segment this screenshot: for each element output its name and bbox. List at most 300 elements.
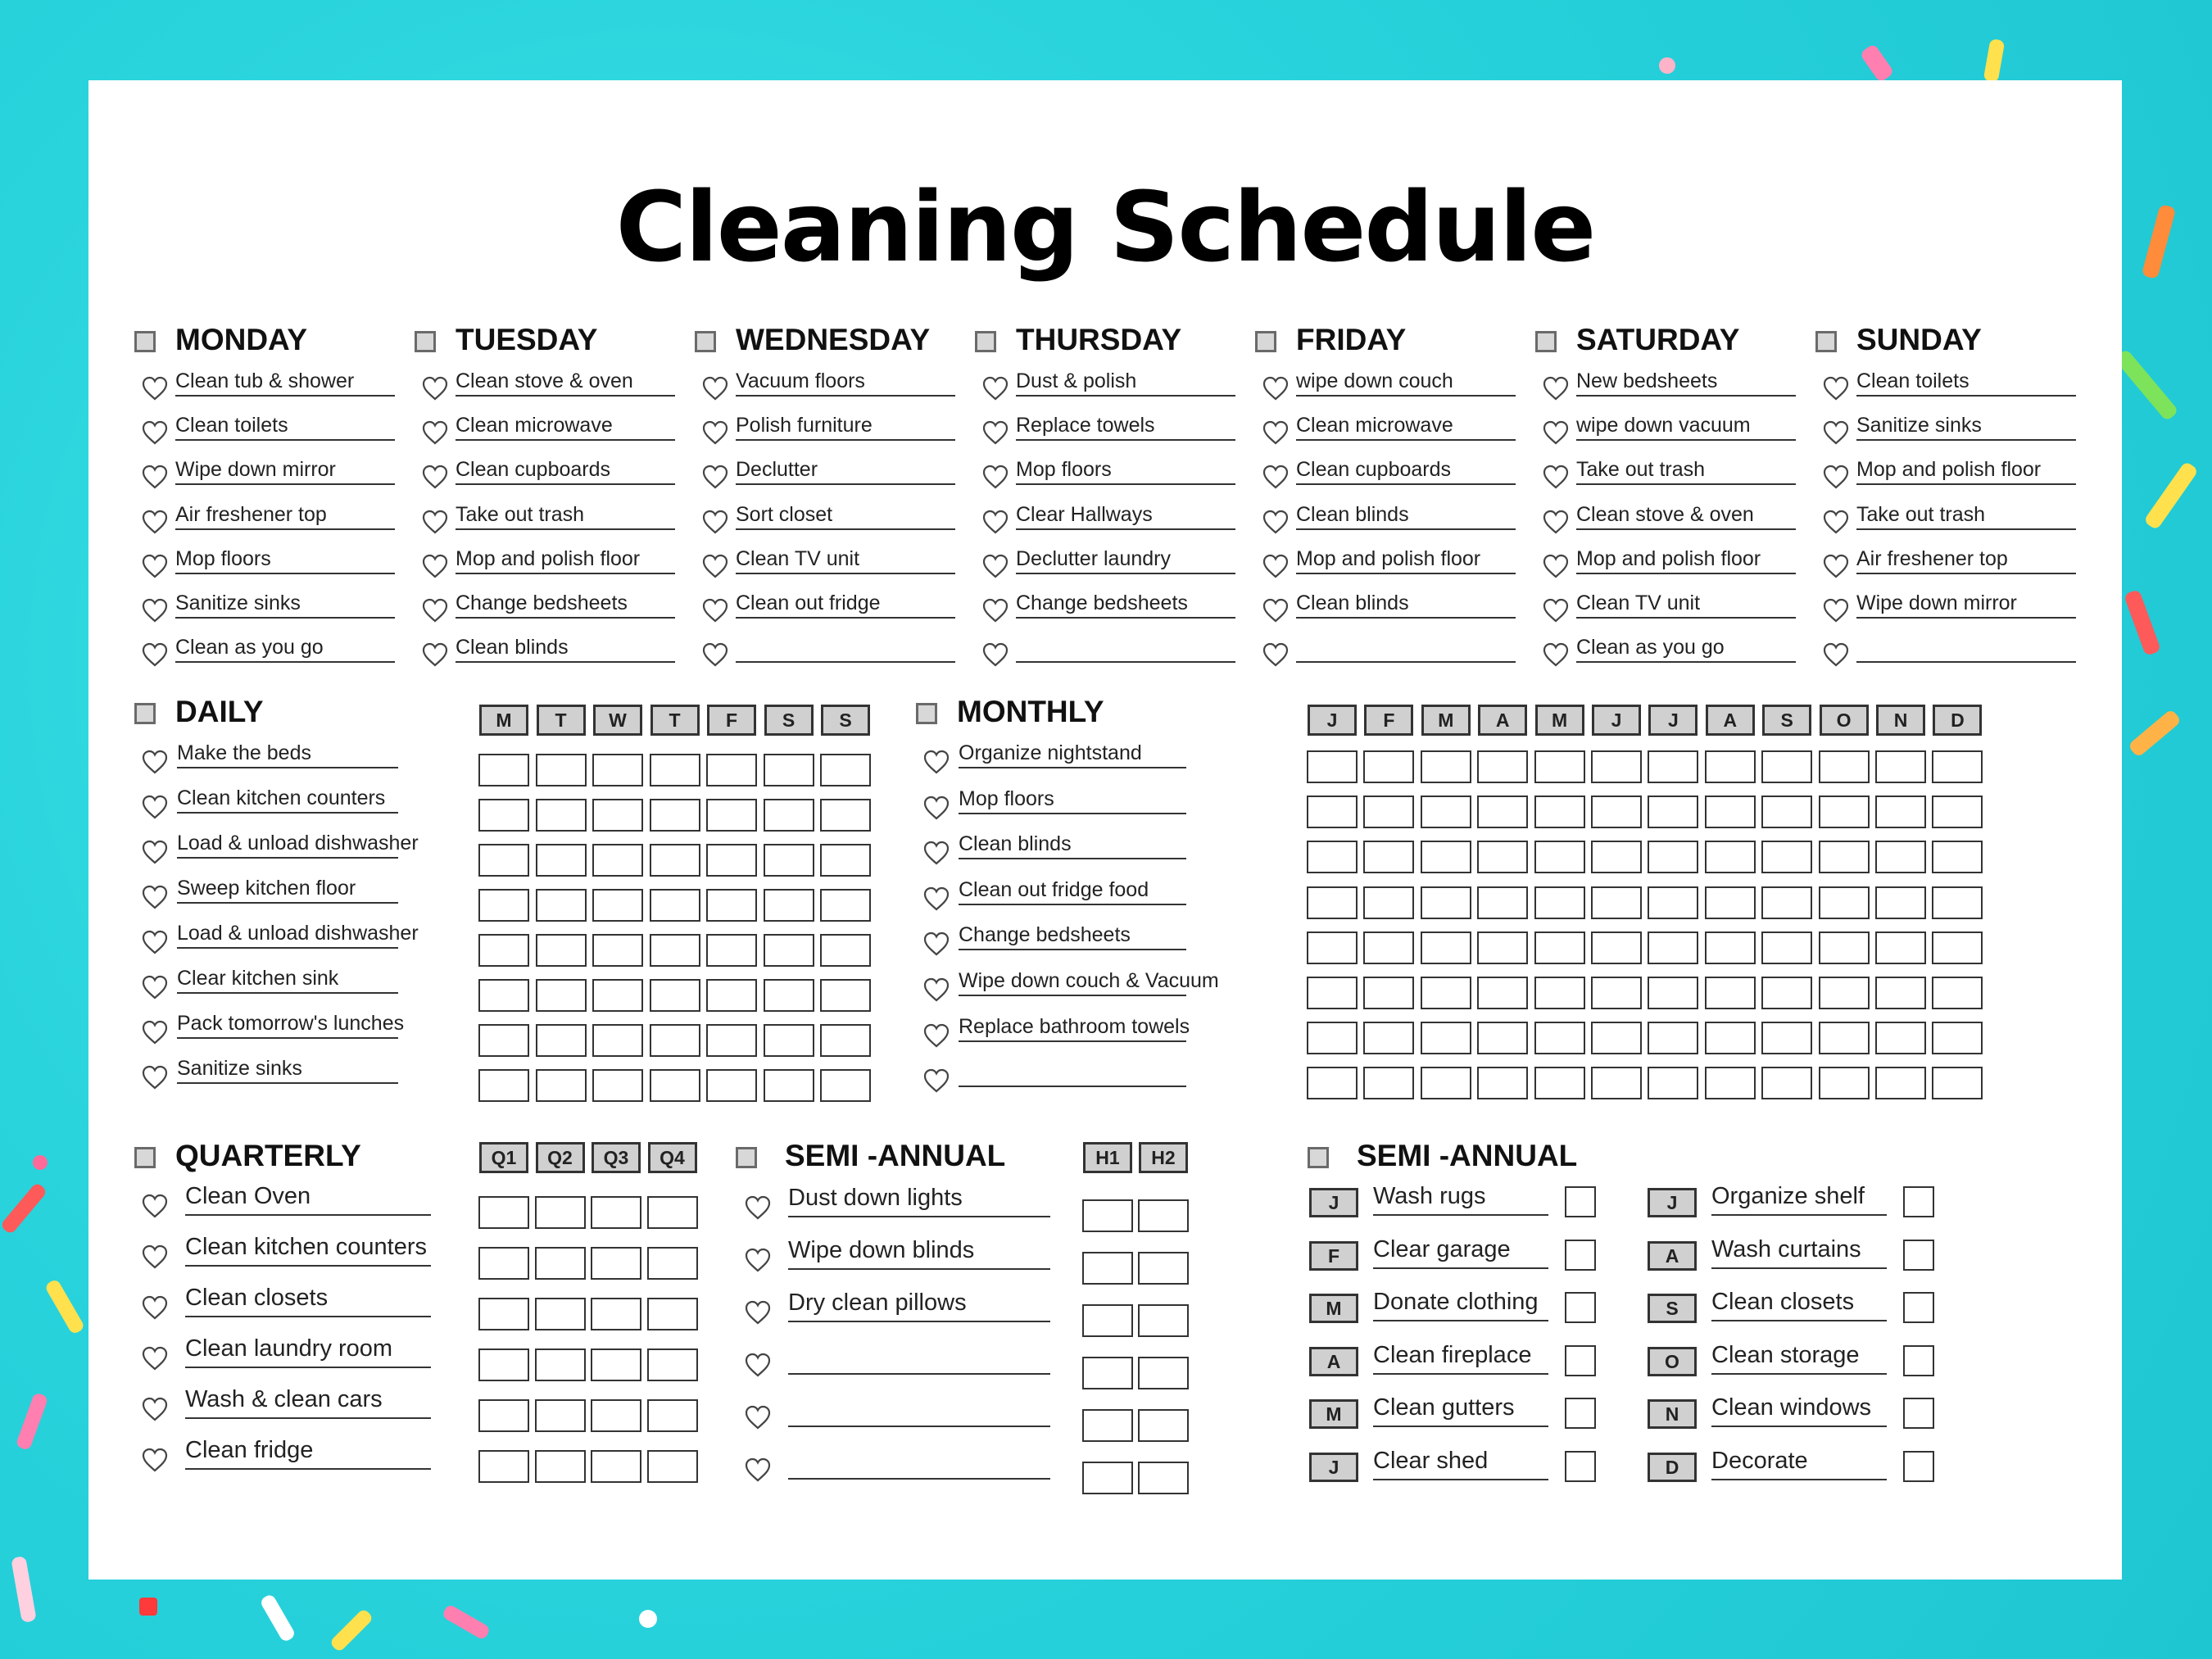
tracking-cell[interactable]	[1082, 1462, 1133, 1494]
tracking-cell[interactable]	[650, 799, 700, 832]
tracking-cell[interactable]	[1591, 977, 1642, 1009]
quarterly-title: QUARTERLY	[175, 1139, 361, 1172]
tracking-cell[interactable]	[706, 799, 757, 832]
tracking-cell[interactable]	[592, 979, 643, 1012]
tracking-cell[interactable]	[535, 1399, 586, 1432]
tracking-cell[interactable]	[1819, 1022, 1870, 1054]
month-tag: M	[1309, 1399, 1358, 1429]
monthly-checkbox[interactable]	[916, 703, 937, 724]
task-item: Mop floors	[175, 546, 395, 574]
task-item: Clean microwave	[1296, 413, 1516, 441]
task-item: Load & unload dishwasher	[177, 831, 398, 859]
task-item: Clean fireplace	[1373, 1340, 1548, 1375]
task-item: Change bedsheets	[959, 922, 1186, 950]
tracking-cell[interactable]	[650, 934, 700, 967]
tracking-cell[interactable]	[1138, 1252, 1189, 1285]
tracking-cell[interactable]	[478, 1069, 529, 1102]
tracking-cell[interactable]	[706, 889, 757, 922]
column-header: M	[1421, 705, 1471, 736]
column-header: A	[1706, 705, 1755, 736]
day-title-wednesday: WEDNESDAY	[736, 323, 931, 356]
tracking-cell[interactable]	[592, 799, 643, 832]
task-item: Sanitize sinks	[177, 1056, 398, 1084]
heart-icon	[141, 375, 169, 401]
tracking-cell[interactable]	[1705, 796, 1756, 828]
task-item: Replace bathroom towels	[959, 1014, 1186, 1042]
heart-icon	[141, 1064, 169, 1090]
task-item: Clean windows	[1711, 1393, 1887, 1427]
tracking-cell[interactable]	[478, 1024, 529, 1057]
tracking-cell[interactable]	[1591, 750, 1642, 783]
month-tag: F	[1309, 1241, 1358, 1271]
task-item: Take out trash	[456, 502, 675, 530]
tracking-cell[interactable]	[706, 934, 757, 967]
tracking-cell[interactable]	[592, 754, 643, 786]
tracking-cell[interactable]	[536, 1024, 587, 1057]
task-item: Clean blinds	[456, 635, 675, 663]
semi-annual-monthly-checkbox[interactable]	[1308, 1147, 1329, 1168]
tracking-cell[interactable]	[1534, 931, 1585, 964]
tracking-cell[interactable]	[706, 1069, 757, 1102]
day-checkbox-monday[interactable]	[134, 331, 156, 352]
tracking-cell[interactable]	[1082, 1409, 1133, 1442]
tracking-cell[interactable]	[1761, 1067, 1812, 1099]
tracking-cell[interactable]	[1932, 841, 1983, 873]
quarterly-checkbox[interactable]	[134, 1147, 156, 1168]
tracking-cell[interactable]	[1591, 931, 1642, 964]
done-checkbox[interactable]	[1565, 1292, 1596, 1323]
task-item: Clean kitchen counters	[185, 1232, 431, 1267]
heart-icon	[141, 1345, 169, 1371]
tracking-cell[interactable]	[1477, 796, 1528, 828]
tracking-cell[interactable]	[478, 1450, 529, 1483]
tracking-cell[interactable]	[820, 1024, 871, 1057]
tracking-cell[interactable]	[1138, 1199, 1189, 1232]
tracking-cell[interactable]	[591, 1399, 641, 1432]
tracking-cell[interactable]	[591, 1247, 641, 1280]
tracking-cell[interactable]	[536, 754, 587, 786]
heart-icon	[981, 509, 1009, 535]
tracking-cell[interactable]	[1875, 886, 1926, 919]
done-checkbox[interactable]	[1565, 1398, 1596, 1429]
done-checkbox[interactable]	[1903, 1398, 1934, 1429]
tracking-cell[interactable]	[820, 844, 871, 877]
tracking-cell[interactable]	[1875, 977, 1926, 1009]
done-checkbox[interactable]	[1903, 1451, 1934, 1482]
column-header: S	[1762, 705, 1811, 736]
tracking-cell[interactable]	[1421, 1067, 1471, 1099]
tracking-cell[interactable]	[478, 1298, 529, 1330]
daily-checkbox[interactable]	[134, 703, 156, 724]
tracking-cell[interactable]	[1138, 1304, 1189, 1337]
tracking-cell[interactable]	[535, 1298, 586, 1330]
tracking-cell[interactable]	[1761, 886, 1812, 919]
task-item: Clean microwave	[456, 413, 675, 441]
tracking-cell[interactable]	[1648, 750, 1698, 783]
tracking-cell[interactable]	[1875, 931, 1926, 964]
tracking-cell[interactable]	[1705, 841, 1756, 873]
tracking-cell[interactable]	[1648, 841, 1698, 873]
task-item: Wipe down blinds	[788, 1235, 1050, 1270]
heart-icon	[1822, 597, 1850, 623]
tracking-cell[interactable]	[478, 844, 529, 877]
tracking-cell[interactable]	[1477, 1067, 1528, 1099]
tracking-cell[interactable]	[1591, 796, 1642, 828]
tracking-cell[interactable]	[478, 1349, 529, 1381]
tracking-cell[interactable]	[478, 934, 529, 967]
tracking-cell[interactable]	[1819, 750, 1870, 783]
month-tag: J	[1309, 1188, 1358, 1217]
tracking-cell[interactable]	[1363, 750, 1414, 783]
tracking-cell[interactable]	[1648, 977, 1698, 1009]
heart-icon	[141, 597, 169, 623]
tracking-cell[interactable]	[535, 1450, 586, 1483]
heart-icon	[421, 419, 449, 446]
tracking-cell[interactable]	[591, 1298, 641, 1330]
heart-icon	[981, 375, 1009, 401]
tracking-cell[interactable]	[1932, 886, 1983, 919]
heart-icon	[141, 929, 169, 955]
done-checkbox[interactable]	[1903, 1186, 1934, 1217]
heart-icon	[141, 1447, 169, 1473]
tracking-cell[interactable]	[820, 754, 871, 786]
tracking-cell[interactable]	[1932, 931, 1983, 964]
tracking-cell[interactable]	[1705, 931, 1756, 964]
tracking-cell[interactable]	[1875, 1022, 1926, 1054]
tracking-cell[interactable]	[1875, 796, 1926, 828]
month-tag: A	[1648, 1241, 1697, 1271]
tracking-cell[interactable]	[1761, 931, 1812, 964]
tracking-cell[interactable]	[1307, 931, 1358, 964]
done-checkbox[interactable]	[1565, 1186, 1596, 1217]
tracking-cell[interactable]	[764, 1069, 814, 1102]
tracking-cell[interactable]	[1761, 1022, 1812, 1054]
heart-icon	[141, 1294, 169, 1321]
heart-icon	[922, 1067, 950, 1094]
task-item: Wipe down mirror	[1856, 591, 2076, 619]
tracking-cell[interactable]	[478, 1399, 529, 1432]
heart-icon	[421, 375, 449, 401]
column-header: T	[650, 705, 700, 736]
column-header: A	[1478, 705, 1527, 736]
tracking-cell[interactable]	[1082, 1304, 1133, 1337]
tracking-cell[interactable]	[1307, 796, 1358, 828]
tracking-cell[interactable]	[1534, 1067, 1585, 1099]
tracking-cell[interactable]	[1705, 750, 1756, 783]
task-item: Change bedsheets	[456, 591, 675, 619]
tracking-cell[interactable]	[1705, 1067, 1756, 1099]
tracking-cell[interactable]	[1307, 750, 1358, 783]
done-checkbox[interactable]	[1903, 1240, 1934, 1271]
tracking-cell[interactable]	[1534, 796, 1585, 828]
task-item: Load & unload dishwasher	[177, 921, 398, 949]
day-checkbox-wednesday[interactable]	[695, 331, 716, 352]
tracking-cell[interactable]	[1477, 931, 1528, 964]
semi-annual-checkbox[interactable]	[736, 1147, 757, 1168]
tracking-cell[interactable]	[1591, 886, 1642, 919]
tracking-cell[interactable]	[650, 979, 700, 1012]
tracking-cell[interactable]	[536, 934, 587, 967]
task-item: Clean stove & oven	[456, 369, 675, 397]
tracking-cell[interactable]	[650, 1069, 700, 1102]
tracking-cell[interactable]	[1307, 841, 1358, 873]
tracking-cell[interactable]	[706, 979, 757, 1012]
tracking-cell[interactable]	[1138, 1357, 1189, 1389]
tracking-cell[interactable]	[1477, 977, 1528, 1009]
done-checkbox[interactable]	[1565, 1240, 1596, 1271]
tracking-cell[interactable]	[764, 799, 814, 832]
task-item: Dust down lights	[788, 1183, 1050, 1217]
tracking-cell[interactable]	[1932, 796, 1983, 828]
tracking-cell[interactable]	[1705, 1022, 1756, 1054]
task-item: Air freshener top	[175, 502, 395, 530]
tracking-cell[interactable]	[1534, 1022, 1585, 1054]
tracking-cell[interactable]	[764, 934, 814, 967]
day-title-tuesday: TUESDAY	[456, 323, 598, 356]
month-tag: J	[1648, 1188, 1697, 1217]
tracking-cell[interactable]	[1761, 796, 1812, 828]
task-item: Clean blinds	[959, 832, 1186, 859]
tracking-cell[interactable]	[1307, 1022, 1358, 1054]
column-header: O	[1820, 705, 1869, 736]
tracking-cell[interactable]	[1591, 1067, 1642, 1099]
tracking-cell[interactable]	[536, 799, 587, 832]
tracking-cell[interactable]	[706, 754, 757, 786]
tracking-cell[interactable]	[1477, 886, 1528, 919]
tracking-cell[interactable]	[1421, 931, 1471, 964]
tracking-cell[interactable]	[820, 1069, 871, 1102]
tracking-cell[interactable]	[1705, 886, 1756, 919]
task-item	[959, 1059, 1186, 1087]
day-checkbox-thursday[interactable]	[975, 331, 996, 352]
column-header: M	[479, 705, 528, 736]
task-item	[1296, 635, 1516, 663]
tracking-cell[interactable]	[820, 799, 871, 832]
heart-icon	[1822, 509, 1850, 535]
column-header: J	[1308, 705, 1357, 736]
tracking-cell[interactable]	[478, 1196, 529, 1229]
tracking-cell[interactable]	[536, 1069, 587, 1102]
done-checkbox[interactable]	[1903, 1345, 1934, 1376]
tracking-cell[interactable]	[478, 799, 529, 832]
tracking-cell[interactable]	[1534, 750, 1585, 783]
tracking-cell[interactable]	[764, 754, 814, 786]
tracking-cell[interactable]	[1307, 1067, 1358, 1099]
task-item: Declutter laundry	[1016, 546, 1235, 574]
task-item: Mop floors	[959, 786, 1186, 814]
tracking-cell[interactable]	[1648, 1022, 1698, 1054]
tracking-cell[interactable]	[1421, 841, 1471, 873]
tracking-cell[interactable]	[764, 889, 814, 922]
tracking-cell[interactable]	[1761, 841, 1812, 873]
heart-icon	[421, 464, 449, 490]
tracking-cell[interactable]	[820, 934, 871, 967]
schedule-sheet	[88, 80, 2122, 1580]
tracking-cell[interactable]	[1082, 1357, 1133, 1389]
heart-icon	[1262, 375, 1290, 401]
tracking-cell[interactable]	[535, 1349, 586, 1381]
tracking-cell[interactable]	[650, 1024, 700, 1057]
tracking-cell[interactable]	[592, 844, 643, 877]
heart-icon	[1262, 419, 1290, 446]
day-checkbox-friday[interactable]	[1255, 331, 1276, 352]
tracking-cell[interactable]	[1363, 886, 1414, 919]
tracking-cell[interactable]	[1932, 1067, 1983, 1099]
tracking-cell[interactable]	[764, 1024, 814, 1057]
tracking-cell[interactable]	[1363, 796, 1414, 828]
tracking-cell[interactable]	[1648, 796, 1698, 828]
tracking-cell[interactable]	[478, 889, 529, 922]
column-header: S	[764, 705, 814, 736]
tracking-cell[interactable]	[1761, 750, 1812, 783]
tracking-cell[interactable]	[1819, 1067, 1870, 1099]
tracking-cell[interactable]	[647, 1247, 698, 1280]
tracking-cell[interactable]	[592, 1069, 643, 1102]
tracking-cell[interactable]	[647, 1196, 698, 1229]
tracking-cell[interactable]	[706, 1024, 757, 1057]
tracking-cell[interactable]	[1591, 841, 1642, 873]
heart-icon	[981, 641, 1009, 668]
tracking-cell[interactable]	[764, 844, 814, 877]
tracking-cell[interactable]	[1875, 1067, 1926, 1099]
tracking-cell[interactable]	[1363, 1067, 1414, 1099]
tracking-cell[interactable]	[1421, 886, 1471, 919]
tracking-cell[interactable]	[647, 1450, 698, 1483]
day-checkbox-sunday[interactable]	[1815, 331, 1837, 352]
tracking-cell[interactable]	[1307, 886, 1358, 919]
tracking-cell[interactable]	[1875, 750, 1926, 783]
tracking-cell[interactable]	[1534, 977, 1585, 1009]
heart-icon	[421, 509, 449, 535]
task-item: Clean cupboards	[456, 457, 675, 485]
tracking-cell[interactable]	[1363, 931, 1414, 964]
tracking-cell[interactable]	[1648, 886, 1698, 919]
tracking-cell[interactable]	[1421, 796, 1471, 828]
task-item	[1856, 635, 2076, 663]
tracking-cell[interactable]	[536, 979, 587, 1012]
tracking-cell[interactable]	[536, 889, 587, 922]
heart-icon	[1822, 464, 1850, 490]
tracking-cell[interactable]	[647, 1349, 698, 1381]
heart-icon	[1262, 509, 1290, 535]
tracking-cell[interactable]	[1082, 1252, 1133, 1285]
tracking-cell[interactable]	[650, 754, 700, 786]
tracking-cell[interactable]	[820, 979, 871, 1012]
tracking-cell[interactable]	[1648, 1067, 1698, 1099]
heart-icon	[141, 839, 169, 865]
tracking-cell[interactable]	[1819, 931, 1870, 964]
tracking-cell[interactable]	[764, 979, 814, 1012]
tracking-cell[interactable]	[1932, 977, 1983, 1009]
tracking-cell[interactable]	[535, 1196, 586, 1229]
tracking-cell[interactable]	[591, 1196, 641, 1229]
tracking-cell[interactable]	[1363, 977, 1414, 1009]
tracking-cell[interactable]	[1477, 1022, 1528, 1054]
tracking-cell[interactable]	[1421, 750, 1471, 783]
done-checkbox[interactable]	[1565, 1345, 1596, 1376]
tracking-cell[interactable]	[535, 1247, 586, 1280]
tracking-cell[interactable]	[1761, 977, 1812, 1009]
task-item: Clean TV unit	[1576, 591, 1796, 619]
tracking-cell[interactable]	[1421, 1022, 1471, 1054]
heart-icon	[922, 1022, 950, 1049]
tracking-cell[interactable]	[1819, 796, 1870, 828]
tracking-cell[interactable]	[1534, 886, 1585, 919]
tracking-cell[interactable]	[647, 1399, 698, 1432]
done-checkbox[interactable]	[1903, 1292, 1934, 1323]
tracking-cell[interactable]	[647, 1298, 698, 1330]
task-item: Take out trash	[1856, 502, 2076, 530]
task-item: Clear kitchen sink	[177, 966, 398, 994]
tracking-cell[interactable]	[1819, 886, 1870, 919]
tracking-cell[interactable]	[1705, 977, 1756, 1009]
task-item: New bedsheets	[1576, 369, 1796, 397]
tracking-cell[interactable]	[1363, 1022, 1414, 1054]
tracking-cell[interactable]	[1648, 931, 1698, 964]
tracking-cell[interactable]	[1477, 750, 1528, 783]
tracking-cell[interactable]	[478, 754, 529, 786]
tracking-cell[interactable]	[1138, 1409, 1189, 1442]
tracking-cell[interactable]	[478, 1247, 529, 1280]
tracking-cell[interactable]	[1932, 1022, 1983, 1054]
tracking-cell[interactable]	[1082, 1199, 1133, 1232]
heart-icon	[1262, 641, 1290, 668]
tracking-cell[interactable]	[591, 1349, 641, 1381]
tracking-cell[interactable]	[1307, 977, 1358, 1009]
heart-icon	[701, 375, 729, 401]
heart-icon	[141, 509, 169, 535]
heart-icon	[981, 597, 1009, 623]
tracking-cell[interactable]	[536, 844, 587, 877]
tracking-cell[interactable]	[1819, 841, 1870, 873]
task-item: Change bedsheets	[1016, 591, 1235, 619]
day-checkbox-saturday[interactable]	[1535, 331, 1557, 352]
task-item: Wash curtains	[1711, 1235, 1887, 1269]
tracking-cell[interactable]	[1932, 750, 1983, 783]
tracking-cell[interactable]	[592, 1024, 643, 1057]
tracking-cell[interactable]	[706, 844, 757, 877]
tracking-cell[interactable]	[1819, 977, 1870, 1009]
month-tag: D	[1648, 1453, 1697, 1482]
tracking-cell[interactable]	[1591, 1022, 1642, 1054]
tracking-cell[interactable]	[1534, 841, 1585, 873]
tracking-cell[interactable]	[592, 889, 643, 922]
task-item: Clean tub & shower	[175, 369, 395, 397]
tracking-cell[interactable]	[820, 889, 871, 922]
task-item: Take out trash	[1576, 457, 1796, 485]
tracking-cell[interactable]	[1138, 1462, 1189, 1494]
tracking-cell[interactable]	[650, 844, 700, 877]
tracking-cell[interactable]	[591, 1450, 641, 1483]
task-item: Mop and polish floor	[1296, 546, 1516, 574]
tracking-cell[interactable]	[1477, 841, 1528, 873]
tracking-cell[interactable]	[1421, 977, 1471, 1009]
heart-icon	[922, 840, 950, 866]
day-checkbox-tuesday[interactable]	[415, 331, 436, 352]
heart-icon	[744, 1299, 772, 1326]
heart-icon	[701, 464, 729, 490]
task-item: Clean storage	[1711, 1340, 1887, 1375]
tracking-cell[interactable]	[592, 934, 643, 967]
heart-icon	[141, 974, 169, 1000]
tracking-cell[interactable]	[1875, 841, 1926, 873]
done-checkbox[interactable]	[1565, 1451, 1596, 1482]
tracking-cell[interactable]	[650, 889, 700, 922]
heart-icon	[1262, 597, 1290, 623]
tracking-cell[interactable]	[478, 979, 529, 1012]
tracking-cell[interactable]	[1363, 841, 1414, 873]
heart-icon	[922, 749, 950, 775]
